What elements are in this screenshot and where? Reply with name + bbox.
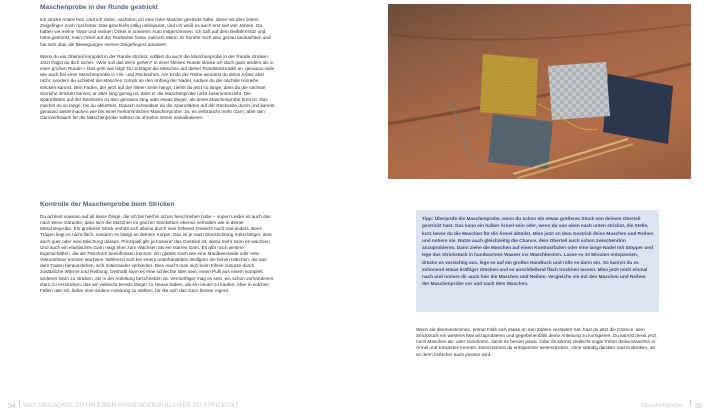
running-footer-right: Maschenprobe	[641, 403, 683, 409]
slate-swatch	[488, 114, 553, 169]
section-heading-round: Maschenprobe in der Runde gestrickt	[40, 4, 158, 11]
paragraph-round-method: Wenn du ein Oberteil komplett in der Runde strickst, solltest du auch die Maschenprobe in der Runde stricken. Jetzt fragst du dich sicher: »Wie soll das denn gehen? In einer kleinen Runde stricke ich doch ganz anders als in einer großen Runde.« Das geht wie folgt: Du schlägst die Maschen auf deiner Rundstricknadel an, genauso viele wie auch bei einer Maschenprobe in Hin- und Rückreihen. Am Ende der Reihe wendest du deine Arbeit aber nicht, sondern du schiebst die Maschen zurück an den Anfang der Nadel, sodass du die nächste Hinreihe stricken kannst. Den Faden, der jetzt auf der linken Seite hängt, ziehst du jetzt so lange, dass du die nächste Hinreihe stricken kannst, er aber lang genug ist, dass er die Maschenprobe nicht zusammenzieht. Die Spannfäden auf der Rückseite ist also genauso lang oder etwas länger, als deine Maschenprobe breit ist. Das machst du so lange, bis du abkettest. Danach schneidest du die Spannfäden auf der Rückseite durch und kannst genauso weitermachen wie bei einer herkömmlichen Maschenprobe. Ja, es verbraucht mehr Garn, aber den Garnverbrauch für die Maschenprobe solltest du ohnehin immer einkalkulieren.	[40, 53, 275, 121]
navy-swatch	[603, 74, 673, 144]
tip-text	[422, 215, 654, 288]
paragraph-compare: Wenn sie übereinstimmen, prima! Falls sich etwas an den Zahlen verändert hat, hast du jetzt die Chance, dein Strickstück ein weiteres Mal anzuprobieren und gegebenenfalls deine Anleitung zu korrigieren. Du kannst meist jetzt noch Maschen ab- oder zunehmen, damit es besser passt. Oder du kannst vielleicht sogar früher deine Maschen in Ärmel und Körperteil trennen. Damit kannst du entspannter weiterstricken, ohne ständig darüber nachzudenken, ob es denn hinterher auch passen wird.	[416, 327, 657, 357]
page-number-right: 55	[695, 403, 703, 410]
right-body	[416, 327, 659, 364]
footer-divider-left	[19, 400, 20, 406]
section-heading-control: Kontrolle der Maschenprobe beim Stricken	[40, 201, 175, 208]
tip-box	[416, 210, 659, 312]
photo-knitting-swatches	[388, 4, 691, 179]
right-page	[360, 0, 720, 412]
paragraph-fingers: Ich stricke relativ fest. Und ich ziehe, nachdem ich eine linke Masche gestrickt habe, diese mit dem linken Zeigefinger noch mal fester. Das geschieht völlig unbewusst, und ich weiß es auch erst seit vier Jahren. Da haben wir meine Tante und meinen Onkel in unserem Auto mitgenommen. Ich saß auf dem Beifahrersitz und habe gestrickt, mein Onkel auf der Rückbank hinter meinem Mann. Er konnte mich also genau beobachten und hat sich über die Bewegungen meines Zeigefingers amüsiert.	[40, 17, 271, 47]
mustard-swatch	[480, 54, 538, 116]
left-body-1	[40, 17, 276, 128]
left-body-2	[40, 214, 276, 300]
swatch-illustration	[388, 4, 691, 179]
page-number-left: 54	[8, 403, 16, 410]
paragraph-control: Du achtest sowieso auf all diese Dinge, die ich bis hierhin schon beschrieben habe – super! Leider ist auch das noch keine Garantie, dass sich die Maschen im ganzen Strickstück ebenso verhalten wie in deiner Maschenprobe. Ein größeres Stück verhält sich alleine durch sein höheres Gewicht noch mal anders. Beim Tragen liegt es nicht flach, sondern es hängt an deinem Körper. Das ist je nach Strickrichtung meist länger, aber auch quer oder eine Mischung daraus. Prinzipiell gilt, je lockerer das Gestrick ist, desto mehr kann es wachsen. Und auch ein elastisches Garn neigt eher zum Wachsen als ein starres Garn. Es gibt noch weitere Eigenschaften, die die Passform beeinflussen können. Ein glattes Garn wie eine Maulbeerseide oder eine Viskosefaser können wachsen. Während sich bei einem unbehandelten Wollgarn die feinen Härchen, die aus dem Faden herausstehen, sich miteinander verbinden. Dies macht man sich beim Filzen zunutze durch zusätzliche Wärme und Reibung. Deshalb kann es eine schlechte Idee sein, einen Pulli aus einem komplett anderen Garn zu stricken, als in der Anleitung beschrieben ist. Vernünftiger mag es sein, ein schon vorhandenes Garn zu verstricken, das wir vielleicht bereits länger zu Hause haben, als ein neues zu kaufen. Aber in solchen Fällen rate ich, lieber eine andere Anleitung zu wählen, für die sich das Garn besser eignet.	[40, 214, 274, 293]
footer-divider-right	[690, 400, 691, 406]
running-footer-left: WAS BRAUCHSE DU UM EINEN PASSENDEN PULLOVER ZU STRICKEN?	[23, 403, 239, 409]
grey-check-swatch	[548, 62, 610, 120]
tip-label: Tipp:	[422, 216, 434, 221]
tip-body: Überprüfe die Maschenprobe, wenn du schon ein etwas größeres Stück von deinem Oberteil gestrickt hast. Das kann ein halber Ärmel sein oder, wenn du von oben nach unten strickst, die Stelle, kurz bevor du die Maschen für die Ärmel abteilst. Miss jetzt an dem Gestrick deine Maschen und Reihen und notiere sie. Nutze auch gleichzeitig die Chance, dein Oberteil auch schon zwischendrin anzuprobieren. Dann ziehe die Maschen auf einen Kontrastfaden oder eine lange Nadel mit Stopper und lege das Strickstück in handwarmes Wasser ins Waschbecken. Lasse es 10 Minuten entspannen, drücke es vorsichtig aus, lege es auf ein großes Handtuch und rolle es darin ein. So kannst du es schonend etwas kräftiger drücken und es anschließend flach trocknen lassen. Miss jetzt noch einmal nach und notiere dir auch hier die Maschen und Reihen. Vergleiche sie mit den Maschen und Reihen der Maschenprobe vor und nach dem Waschen.	[422, 216, 654, 287]
